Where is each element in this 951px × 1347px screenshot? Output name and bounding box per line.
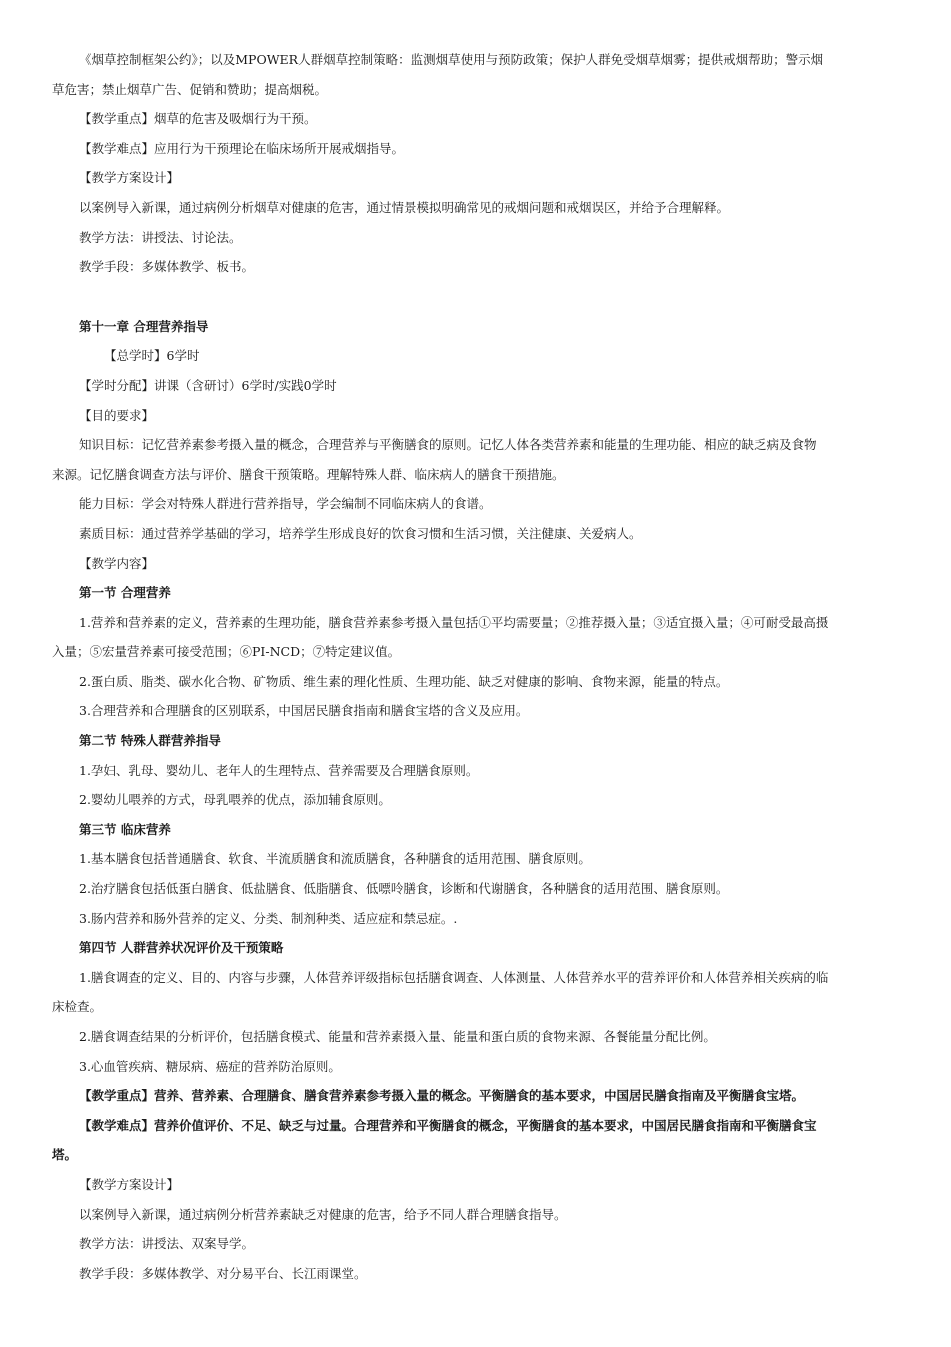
list-item: 1.营养和营养素的定义，营养素的生理功能，膳食营养素参考摄入量包括①平均需要量；②推荐摄入量；③适宜摄入量；④可耐受最高摄 (79, 614, 829, 630)
key-points: 【教学重点】营养、营养素、合理膳食、膳食营养素参考摄入量的概念。平衡膳食的基本要求，中国居民膳食指南及平衡膳食宝塔。 (79, 1088, 805, 1104)
section-title: 第四节 人群营养状况评价及干预策略 (79, 940, 284, 956)
chapter-title: 第十一章 合理营养指导 (79, 318, 209, 334)
list-item-cont: 床检查。 (52, 999, 103, 1015)
content-heading: 【教学内容】 (79, 555, 155, 571)
design-text: 以案例导入新课，通过病例分析营养素缺乏对健康的危害，给予不同人群合理膳食指导。 (79, 1206, 567, 1222)
list-item: 3.合理营养和合理膳食的区别联系，中国居民膳食指南和膳食宝塔的含义及应用。 (79, 703, 529, 719)
key-points: 【教学重点】烟草的危害及吸烟行为干预。 (79, 111, 317, 127)
hours-allocation: 【学时分配】讲课（含研讨）6学时/实践0学时 (79, 377, 337, 393)
list-item: 1.孕妇、乳母、婴幼儿、老年人的生理特点、营养需要及合理膳食原则。 (79, 762, 479, 778)
list-item: 2.治疗膳食包括低蛋白膳食、低盐膳食、低脂膳食、低嘌呤膳食，诊断和代谢膳食，各种膳食的适用范围、膳食原则。 (79, 881, 729, 897)
knowledge-goal-cont: 来源。记忆膳食调查方法与评价、膳食干预策略。理解特殊人群、临床病人的膳食干预措施。 (52, 466, 565, 482)
goals-heading: 【目的要求】 (79, 407, 155, 423)
document-page (52, 45, 902, 1288)
design-text: 以案例导入新课，通过病例分析烟草对健康的危害，通过情景模拟明确常见的戒烟问题和戒烟误区，并给予合理解释。 (79, 199, 730, 215)
list-item: 3.心血管疾病、糖尿病、癌症的营养防治原则。 (79, 1058, 341, 1074)
difficulties: 【教学难点】应用行为干预理论在临床场所开展戒烟指导。 (79, 140, 405, 156)
tobacco-strategies-text: 《烟草控制框架公约》；以及MPOWER人群烟草控制策略：监测烟草使用与预防政策；保护人群免受烟草烟雾；提供戒烟帮助；警示烟 (79, 52, 824, 67)
design-heading: 【教学方案设计】 (79, 1176, 180, 1192)
list-item: 1.基本膳食包括普通膳食、软食、半流质膳食和流质膳食，各种膳食的适用范围、膳食原则。 (79, 851, 591, 867)
list-item: 2.膳食调查结果的分析评价，包括膳食模式、能量和营养素摄入量、能量和蛋白质的食物来源、各餐能量分配比例。 (79, 1029, 716, 1044)
section-title: 第一节 合理营养 (79, 585, 171, 601)
section-title: 第二节 特殊人群营养指导 (79, 733, 221, 749)
list-item: 2.蛋白质、脂类、碳水化合物、矿物质、维生素的理化性质、生理功能、缺乏对健康的影响、食物来源，能量的特点。 (79, 673, 729, 689)
difficulties: 【教学难点】营养价值评价、不足、缺乏与过量。合理营养和平衡膳食的概念，平衡膳食的基本要求，中国居民膳食指南和平衡膳食宝 (79, 1117, 817, 1133)
list-item: 3.肠内营养和肠外营养的定义、分类、制剂种类、适应症和禁忌症。. (79, 910, 458, 926)
quality-goal: 素质目标：通过营养学基础的学习，培养学生形成良好的饮食习惯和生活习惯，关注健康、关爱病人。 (79, 525, 642, 541)
difficulties-cont: 塔。 (52, 1147, 78, 1163)
ability-goal: 能力目标：学会对特殊人群进行营养指导，学会编制不同临床病人的食谱。 (79, 496, 492, 512)
teaching-means: 教学手段：多媒体教学、对分易平台、长江雨课堂。 (79, 1265, 367, 1281)
section-title: 第三节 临床营养 (79, 821, 171, 837)
list-item: 1.膳食调查的定义、目的、内容与步骤，人体营养评级指标包括膳食调查、人体测量、人体营养水平的营养评价和人体营养相关疾病的临 (79, 969, 829, 985)
tobacco-strategies-text-cont: 草危害；禁止烟草广告、促销和赞助；提高烟税。 (52, 81, 328, 97)
list-item-cont: 入量；⑤宏量营养素可接受范围；⑥PI-NCD；⑦特定建议值。 (52, 644, 401, 660)
teaching-means: 教学手段：多媒体教学、板书。 (79, 259, 255, 275)
list-item: 2.婴幼儿喂养的方式，母乳喂养的优点，添加辅食原则。 (79, 792, 391, 808)
knowledge-goal: 知识目标：记忆营养素参考摄入量的概念，合理营养与平衡膳食的原则。记忆人体各类营养素和能量的生理功能、相应的缺乏病及食物 (79, 437, 817, 453)
total-hours: 【总学时】6学时 (104, 348, 200, 364)
teaching-methods: 教学方法：讲授法、双案导学。 (79, 1236, 255, 1252)
design-heading: 【教学方案设计】 (79, 170, 180, 186)
teaching-methods: 教学方法：讲授法、讨论法。 (79, 229, 242, 245)
